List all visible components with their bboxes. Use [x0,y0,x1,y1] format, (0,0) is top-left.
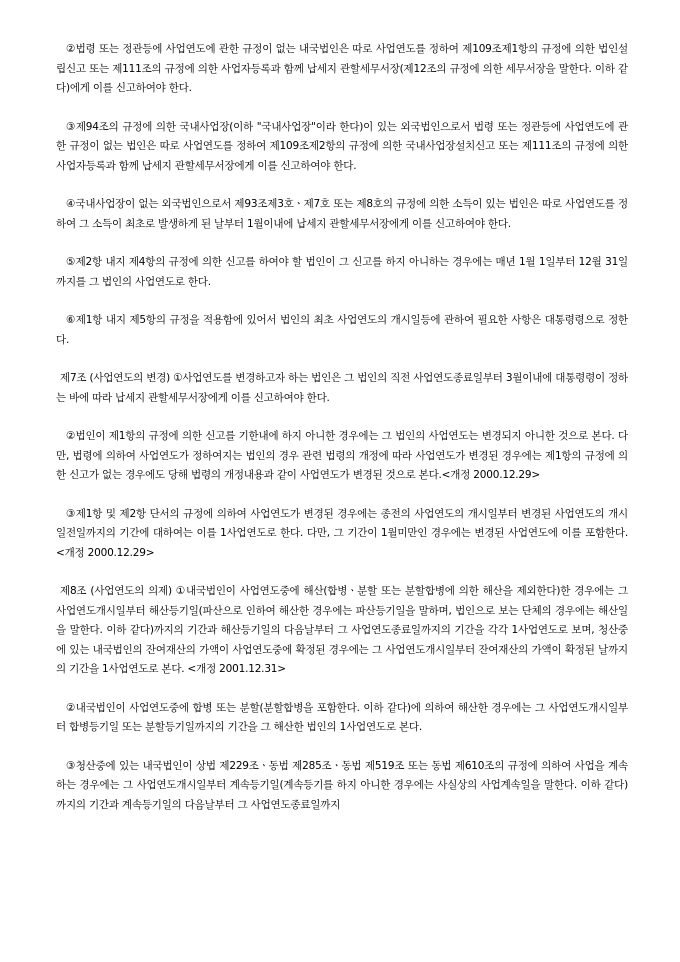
article-7-heading-paragraph: 제7조 (사업연도의 변경) ①사업연도를 변경하고자 하는 법인은 그 법인의 직전 사업연도종료일부터 3월이내에 대통령령이 정하는 바에 따라 납세지 관할세무서장에게 이를 신고하여야 한다. [56,372,628,404]
paragraph-7-2: ②법인이 제1항의 규정에 의한 신고를 기한내에 하지 아니한 경우에는 그 법인의 사업연도는 변경되지 아니한 것으로 본다. 다만, 법령에 의하여 사업연도가 정하여지는 법인의 경우 관련 법령의 개정에 따라 사업연도가 변경된 경우에는 제1항의 규정에 의한 신고가 없는 경우에도 당해 법령의 개정내용과 같이 사업연도가 변경된 것으로 본다.<개정 2000.12.29> [56,430,628,481]
paragraph-7-3: ③제1항 및 제2항 단서의 규정에 의하여 사업연도가 변경된 경우에는 종전의 사업연도의 개시일부터 변경된 사업연도의 개시일전일까지의 기간에 대하여는 이를 1사업연도로 한다. 다만, 그 기간이 1월미만인 경우에는 변경된 사업연도에 이를 포함한다.<개정 2000.12.29> [56,507,628,559]
paragraph-6-6: ⑥제1항 내지 제5항의 규정을 적용함에 있어서 법인의 최초 사업연도의 개시일등에 관하여 필요한 사항은 대통령령으로 정한다. [56,314,628,346]
article-8-heading-paragraph: 제8조 (사업연도의 의제) ①내국법인이 사업연도중에 해산(합병ㆍ분할 또는 분할합병에 의한 해산을 제외한다)한 경우에는 그 사업연도개시일부터 해산등기일(파산으로 인하여 해산한 경우에는 파산등기일을 말하며, 법인으로 보는 단체의 경우에는 해산일을 말한다. 이하 같다)까지의 기간과 해산등기일의 다음날부터 그 사업연도종료일까지의 기간을 각각 1사업연도로 보며, 청산중에 있는 내국법인의 잔여재산의 가액이 사업연도중에 확정된 경우에는 그 사업연도개시일부터 잔여재산의 가액이 확정된 날까지의 기간을 1사업연도로 본다. <개정 2001.12.31> [56,585,628,675]
paragraph-6-3: ③제94조의 규정에 의한 국내사업장(이하 "국내사업장"이라 한다)이 있는 외국법인으로서 법령 또는 정관등에 사업연도에 관한 규정이 없는 법인은 따로 사업연도를 정하여 제109조제2항의 규정에 의한 국내사업장설치신고 또는 제111조의 규정에 의한 사업자등록과 함께 납세지 관할세무서장에게 이를 신고하여야 한다. [56,120,628,172]
paragraph-6-4: ④국내사업장이 없는 외국법인으로서 제93조제3호ㆍ제7호 또는 제8호의 규정에 의한 소득이 있는 법인은 따로 사업연도를 정하여 그 소득이 최초로 발생하게 된 날부터 1월이내에 납세지 관할세무서장에게 이를 신고하여야 한다. [56,198,628,230]
paragraph-6-2: ②법령 또는 정관등에 사업연도에 관한 규정이 없는 내국법인은 따로 사업연도를 정하여 제109조제1항의 규정에 의한 법인설립신고 또는 제111조의 규정에 의한 사업자등록과 함께 납세지 관할세무서장(제12조의 규정에 의한 세무서장을 말한다. 이하 같다)에게 이를 신고하여야 한다. [56,43,628,94]
paragraph-8-3: ③청산중에 있는 내국법인이 상법 제229조ㆍ동법 제285조ㆍ동법 제519조 또는 동법 제610조의 규정에 의하여 사업을 계속하는 경우에는 그 사업연도개시일부터 계속등기일(계속등기를 하지 아니한 경우에는 사실상의 사업계속일을 말한다. 이하 같다)까지의 기간과 계속등기일의 다음날부터 그 사업연도종료일까지 [56,759,628,811]
paragraph-8-2: ②내국법인이 사업연도중에 합병 또는 분할(분할합병을 포함한다. 이하 같다)에 의하여 해산한 경우에는 그 사업연도개시일부터 합병등기일 또는 분할등기일까지의 기간을 그 해산한 법인의 1사업연도로 본다. [56,701,628,733]
document-body [56,40,628,834]
paragraph-6-5: ⑤제2항 내지 제4항의 규정에 의한 신고를 하여야 할 법인이 그 신고를 하지 아니하는 경우에는 매년 1월 1일부터 12월 31일까지를 그 법인의 사업연도로 한다. [56,256,628,288]
